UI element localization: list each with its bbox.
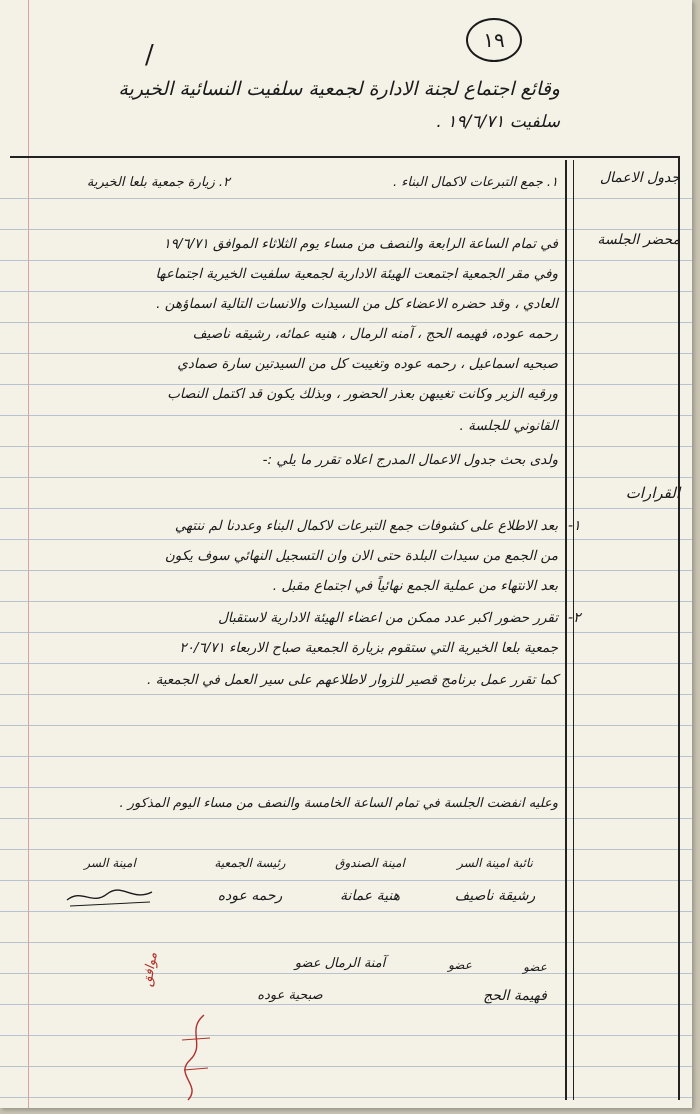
minutes-line: ولدى بحث جدول الاعمال المدرج اعلاه تقرر ما يلي :-	[262, 452, 558, 468]
member-title: آمنة الرمال عضو	[294, 956, 386, 971]
decision-2-number: ٢-	[568, 610, 581, 626]
minutes-line: في تمام الساعة الرابعة والنصف من مساء يوم الثلاثاء الموافق ١٩/٦/٧١	[163, 236, 558, 252]
top-rule	[10, 156, 680, 158]
member-title: عضو	[523, 960, 547, 974]
signature-name: رحمه عوده	[217, 888, 283, 904]
minutes-line: صبحيه اسماعيل ، رحمه عوده وتغيبت كل من السيدتين سارة صمادي	[177, 356, 558, 372]
decision-2-line: تقرر حضور اكبر عدد ممكن من اعضاء الهيئة الادارية لاستقبال	[218, 610, 558, 626]
tick-mark: /	[145, 40, 154, 70]
document-date: سلفيت ١٩/٦/٧١ .	[436, 112, 560, 132]
column-divider	[565, 160, 567, 1100]
right-rule	[678, 156, 680, 1100]
page-number: ١٩	[466, 18, 522, 62]
left-margin-line	[28, 0, 29, 1108]
signature-title: رئيسة الجمعية	[214, 856, 286, 870]
member-title: عضو	[448, 958, 472, 972]
decision-2-line: كما تقرر عمل برنامج قصير للزوار لاطلاعهم على سير العمل في الجمعية .	[147, 672, 558, 688]
signature-title: نائبة امينة السر	[457, 856, 533, 870]
red-date-scribble	[176, 1010, 216, 1105]
minutes-label: محضر الجلسة	[597, 232, 680, 248]
signature-scribble	[62, 882, 157, 910]
member-signature: فهيمة الحج	[483, 988, 547, 1004]
decision-2-line: جمعية بلعا الخيرية التي ستقوم بزيارة الجمعية صباح الاربعاء ٢٠/٦/٧١	[179, 640, 558, 656]
agenda-label: جدول الاعمال	[599, 170, 680, 186]
minutes-line: ورقيه الزير وكانت تغيبهن بعذر الحضور ، وبذلك يكون قد اكتمل النصاب	[167, 386, 558, 402]
decision-1-number: ١-	[568, 518, 581, 534]
decision-1-line: من الجمع من سيدات البلدة حتى الان وان التسجيل النهائي سوف يكون	[164, 548, 558, 564]
agenda-item-1: ١. جمع التبرعات لاكمال البناء .	[393, 175, 558, 190]
minutes-line: وفي مقر الجمعية اجتمعت الهيئة الادارية لجمعية سلفيت الخيرية اجتماعها	[155, 266, 558, 282]
decisions-label: القرارات	[625, 484, 680, 502]
signature-title: امينة الصندوق	[335, 856, 405, 870]
signature-name: رشيقة ناصيف	[454, 888, 536, 904]
minutes-line: العادي ، وقد حضره الاعضاء كل من السيدات والانسات التالية اسماؤهن .	[156, 296, 558, 312]
document-title: وقائع اجتماع لجنة الادارة لجمعية سلفيت النسائية الخيرية	[118, 78, 560, 100]
signature-name: هنية عمانة	[340, 888, 400, 904]
red-approval-note: موافق	[140, 951, 161, 988]
member-signature: صبحية عوده	[257, 988, 323, 1003]
agenda-item-2: ٢. زيارة جمعية بلعا الخيرية	[86, 175, 230, 190]
column-divider-inner	[573, 160, 574, 1100]
signature-title: امينة السر	[84, 856, 136, 870]
decision-1-line: بعد الانتهاء من عملية الجمع نهائياً في اجتماع مقبل .	[272, 578, 558, 594]
closing-statement: وعليه انفضت الجلسة في تمام الساعة الخامسة والنصف من مساء اليوم المذكور .	[119, 796, 558, 811]
minutes-line: القانوني للجلسة .	[459, 418, 558, 434]
decision-1-line: بعد الاطلاع على كشوفات جمع التبرعات لاكمال البناء وعددنا لم ننتهي	[174, 518, 558, 534]
minutes-line: رحمه عوده، فهيمه الحج ، آمنه الرمال ، هنيه عمائه، رشيقه ناصيف	[192, 326, 558, 342]
